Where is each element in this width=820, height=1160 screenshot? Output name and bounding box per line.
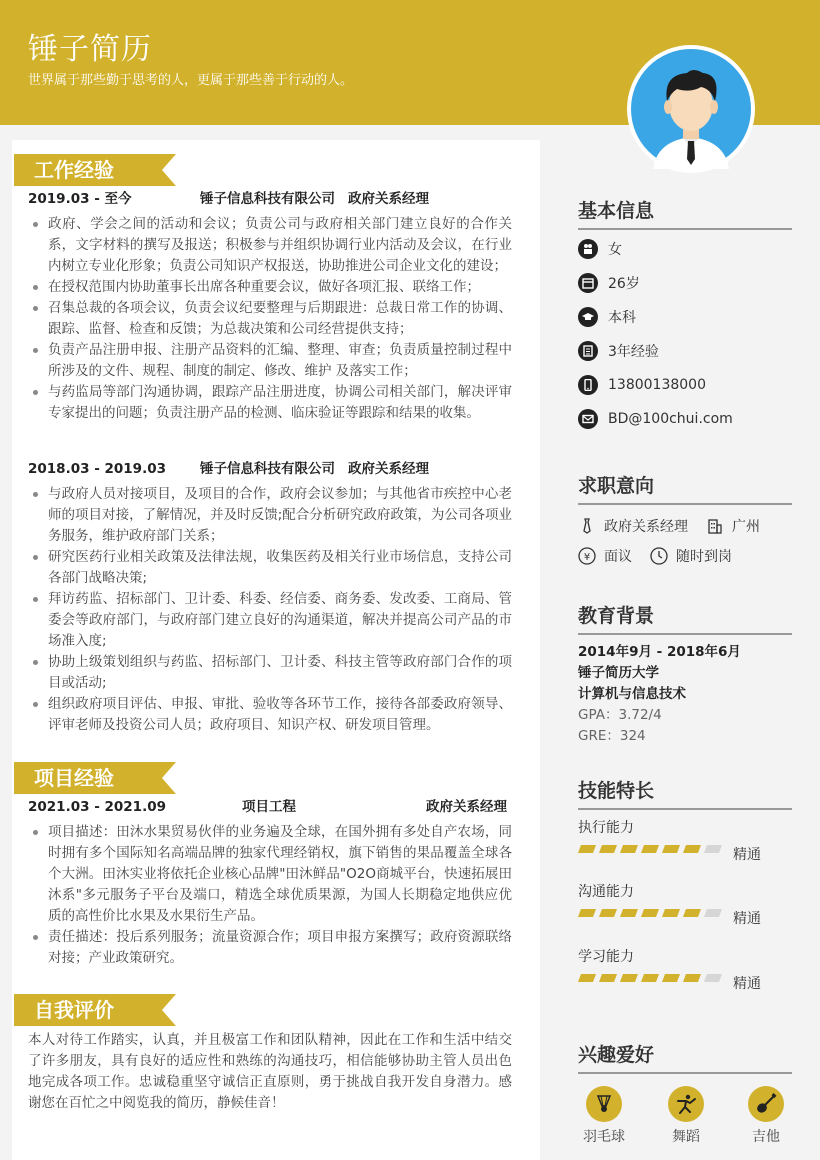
phone-icon [578,375,598,395]
info-gender-value: 女 [608,242,622,258]
section-project-title [14,762,174,794]
mail-icon [578,409,598,429]
info-email [578,407,733,431]
job-header [28,460,512,478]
skill-level: 精通 [733,911,761,927]
dance-icon [668,1086,704,1122]
graduation-cap-icon [578,307,598,327]
skill-segment [620,909,638,917]
basic-info-title: 基本信息 [578,198,792,230]
skill-level: 精通 [733,976,761,992]
svg-text:¥: ¥ [583,552,591,563]
info-experience [578,339,659,363]
edu-gpa: GPA：3.72/4 [578,707,662,723]
hobby-item [656,1086,716,1146]
section-self-label: 自我评价 [34,998,114,1022]
hobby-label: 吉他 [752,1129,780,1145]
skill-segment [683,845,701,853]
intent-city [706,515,760,537]
info-gender [578,237,622,261]
skill-segment [641,845,659,853]
intent-availability-value: 随时到岗 [676,549,732,565]
intent-position-value: 政府关系经理 [604,519,688,535]
job-company: 锤子信息科技有限公司 [200,191,335,207]
hobby-item [736,1086,796,1146]
section-work-title [14,154,174,186]
job-role: 政府关系经理 [348,191,429,207]
project-role: 政府关系经理 [426,799,507,815]
edu-gre: GRE：324 [578,728,646,744]
skill-segment [641,909,659,917]
list-item: 拜访药监、招标部门、卫计委、科委、经信委、商务委、发改委、工商局、管委会等政府部门，与政府部门建立良好的沟通渠道，解决并提高公司产品的市场准入度; [28,589,512,652]
intent-position [578,515,688,537]
resume-title: 锤子简历 [28,32,152,67]
edu-school: 锤子简历大学 [578,665,659,681]
edu-major: 计算机与信息技术 [578,686,686,702]
skill-segment [683,909,701,917]
tie-icon [578,517,596,535]
resume-motto: 世界属于那些勤于思考的人，更属于那些善于行动的人。 [28,73,354,88]
list-item: 责任描述：投后系列服务；流量资源合作；项目申报方案撰写；政府资源联络对接；产业政策研究。 [28,927,512,969]
hobby-label: 羽毛球 [583,1129,625,1145]
list-item: 与药监局等部门沟通协调，跟踪产品注册进度，协调公司相关部门，解决评审专家提出的问题；负责注册产品的检测、临床验证等跟踪和结果的收集。 [28,382,512,424]
list-item: 在授权范围内协助董事长出席各种重要会议，做好各项汇报、联络工作； [28,277,512,298]
hobbies-title: 兴趣爱好 [578,1042,792,1074]
list-item: 召集总裁的各项会议，负责会议纪要整理与后期跟进：总裁日常工作的协调、跟踪、监督、检查和反馈；为总裁决策和公司经营提供支持； [28,298,512,340]
info-email-value[interactable]: BD@100chui.com [608,411,733,427]
skill-segment [599,845,617,853]
skill-name: 学习能力 [578,949,634,965]
skill-segment [599,909,617,917]
info-age-value: 26岁 [608,276,640,292]
project-period: 2021.03 - 2021.09 [28,799,166,815]
skill-bar [578,974,722,986]
list-item: 政府、学会之间的活动和会议；负责公司与政府相关部门建立良好的合作关系，文字材料的撰写及报送；积极参与并组织协调行业内活动及会议，在行业内树立专业化形象；负责公司知识产权报送，协助推进公司企业文化的建设； [28,214,512,277]
education-block [578,642,741,747]
clock-icon [650,547,668,565]
job-role: 政府关系经理 [348,461,429,477]
skill-segment [704,974,722,982]
skill-segment [620,974,638,982]
guitar-icon [748,1086,784,1122]
info-degree [578,305,636,329]
hobby-item [574,1086,634,1146]
skill-segment [620,845,638,853]
list-item: 研究医药行业相关政策及法律法规，收集医药及相关行业市场信息，支持公司各部门战略决策; [28,547,512,589]
hobby-label: 舞蹈 [672,1129,700,1145]
project-bullets [28,822,512,969]
skill-segment [578,974,596,982]
intent-salary [578,545,632,567]
education-title: 教育背景 [578,603,792,635]
intent-city-value: 广州 [732,519,760,535]
list-item: 协助上级策划组织与药监、招标部门、卫计委、科技主管等政府部门合作的项目或活动; [28,652,512,694]
job-header [28,190,512,208]
info-experience-value: 3年经验 [608,344,659,360]
skill-segment [704,909,722,917]
info-degree-value: 本科 [608,310,636,326]
yen-icon [578,547,596,565]
job-intent-title: 求职意向 [578,473,792,505]
intent-availability [650,545,732,567]
skill-level: 精通 [733,847,761,863]
info-phone-value[interactable]: 13800138000 [608,377,706,393]
skill-segment [578,845,596,853]
skill-bar [578,845,722,857]
badminton-icon [586,1086,622,1122]
gender-icon [578,239,598,259]
skills-title: 技能特长 [578,778,792,810]
skill-segment [683,974,701,982]
job-period: 2019.03 - 至今 [28,191,132,207]
skill-name: 执行能力 [578,820,634,836]
skill-bar [578,909,722,921]
section-project-label: 项目经验 [34,766,114,790]
skill-segment [578,909,596,917]
job-bullets [28,484,512,736]
intent-salary-value: 面议 [604,549,632,565]
avatar [627,45,755,173]
skill-segment [641,974,659,982]
building-icon [706,517,724,535]
skill-segment [662,845,680,853]
info-age [578,271,640,295]
project-name: 项目工程 [242,799,296,815]
skill-segment [662,974,680,982]
section-work-label: 工作经验 [34,158,114,182]
list-item: 组织政府项目评估、申报、审批、验收等各环节工作，接待各部委政府领导、评审老师及投资公司人员；政府项目、知识产权、研发项目管理。 [28,694,512,736]
self-evaluation-text: 本人对待工作踏实，认真，并且极富工作和团队精神，因此在工作和生活中结交了许多朋友，具有良好的适应性和熟练的沟通技巧，相信能够协助主管人员出色地完成各项工作。忠诚稳重坚守诚信正直原则，勇于挑战自我开发自身潜力。感谢您在百忙之中阅览我的简历，静候佳音！ [28,1032,512,1111]
calendar-icon [578,273,598,293]
list-item: 项目描述：田沐水果贸易伙伴的业务遍及全球，在国外拥有多处自产农场，同时拥有多个国际知名高端品牌的独家代理经销权，旗下销售的果品覆盖全球各个大洲。田沐实业将依托企业核心品牌"田沐鲜品"O2O商城平台，快速拓展田沐系"多元服务子平台及端口，精选全球优质果源，为国人长期稳定地供应优质的高性价比水果及水果衍生产品。 [28,822,512,927]
section-self-title [14,994,174,1026]
info-phone [578,373,706,397]
job-period: 2018.03 - 2019.03 [28,461,166,477]
list-item: 与政府人员对接项目，及项目的合作，政府会议参加；与其他省市疾控中心老师的项目对接，了解情况，并及时反馈;配合分析研究政府政策，为公司各项业务服务，维护政府部门关系； [28,484,512,547]
avatar-illustration-icon [631,49,751,169]
document-icon [578,341,598,361]
job-bullets [28,214,512,424]
skill-name: 沟通能力 [578,884,634,900]
skill-segment [704,845,722,853]
skill-segment [662,909,680,917]
project-header [28,798,512,816]
edu-period: 2014年9月 - 2018年6月 [578,644,741,660]
list-item: 负责产品注册申报、注册产品资料的汇编、整理、审查；负责质量控制过程中所涉及的文件、规程、制度的制定、修改、维护 及落实工作； [28,340,512,382]
job-company: 锤子信息科技有限公司 [200,461,335,477]
skill-segment [599,974,617,982]
